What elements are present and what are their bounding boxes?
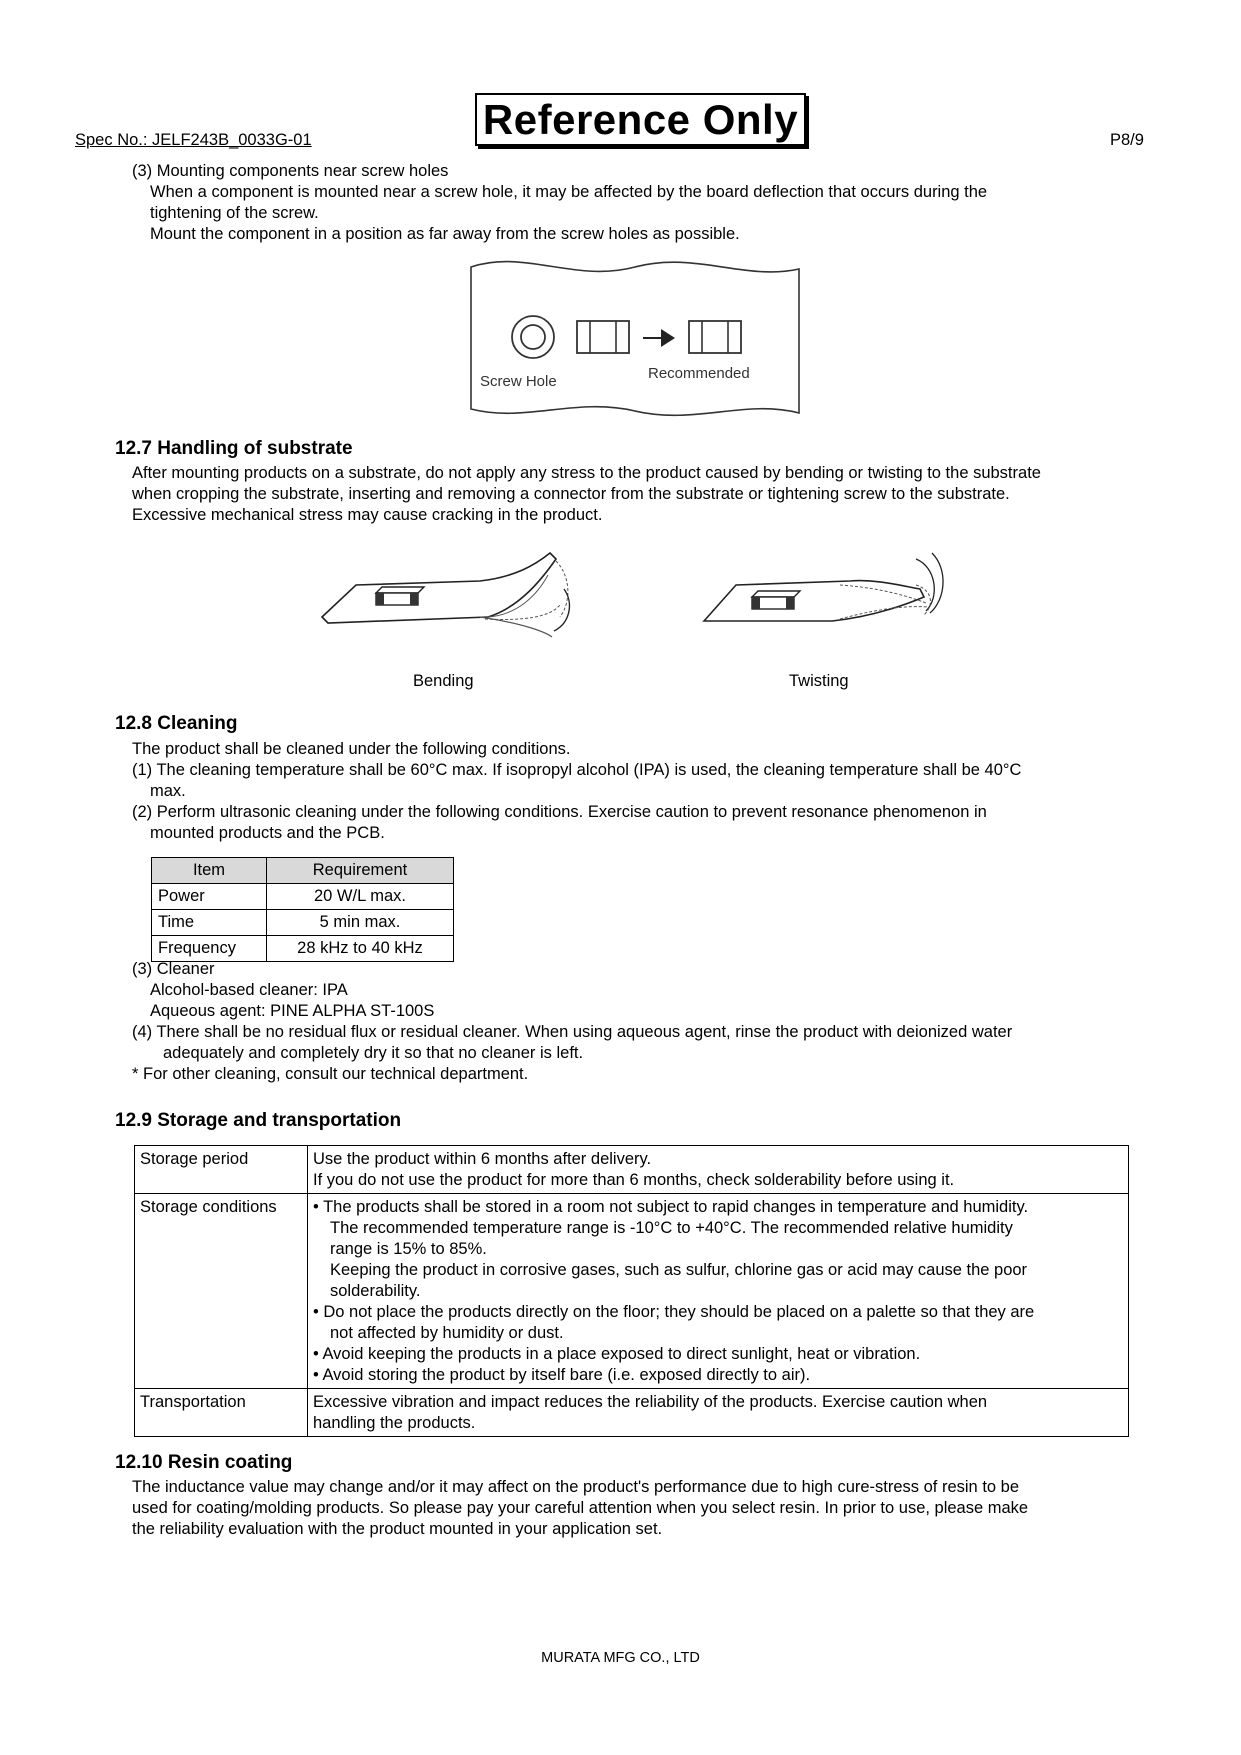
twisting-label: Twisting (789, 672, 849, 690)
cleaning-intro: The product shall be cleaned under the following conditions. (132, 740, 571, 758)
cleaning-item-2a: (2) Perform ultrasonic cleaning under the following conditions. Exercise caution to prevent resonance phenomenon in (132, 803, 987, 821)
resin-text-1: The inductance value may change and/or it may affect on the product's performance due to high cure-stress of resin to be (132, 1478, 1020, 1496)
cleaning-note: * For other cleaning, consult our technical department. (132, 1065, 529, 1083)
chip-component (376, 587, 424, 605)
cleaning-item-2b: mounted products and the PCB. (150, 824, 385, 842)
screw-hole-text-2: tightening of the screw. (150, 204, 319, 222)
storage-cond-line: Keeping the product in corrosive gases, such as sulfur, chlorine gas or acid may cause the poor (330, 1261, 1028, 1279)
storage-cond-line: • Avoid keeping the products in a place exposed to direct sunlight, heat or vibration. (313, 1345, 921, 1363)
cleaning-item-4a: (4) There shall be no residual flux or residual cleaner. When using aqueous agent, rinse the product with deionized water (132, 1023, 1013, 1041)
cleaning-item-3b: Aqueous agent: PINE ALPHA ST-100S (150, 1002, 435, 1020)
table-header-row (152, 858, 454, 884)
substrate-text-2: when cropping the substrate, inserting and removing a connector from the substrate or tightening screw to the substrate. (132, 485, 1010, 503)
recommended-label: Recommended (648, 365, 750, 382)
storage-period-text-1: Use the product within 6 months after delivery. (313, 1150, 652, 1168)
table-row (152, 884, 454, 910)
storage-cond-line: • Do not place the products directly on the floor; they should be placed on a palette so that they are (313, 1303, 1035, 1321)
storage-cond-line: not affected by humidity or dust. (330, 1324, 564, 1342)
cleaning-item-4b: adequately and completely dry it so that no cleaner is left. (163, 1044, 584, 1062)
screw-hole-text-3: Mount the component in a position as far away from the screw holes as possible. (150, 225, 740, 243)
table-row (135, 1194, 1129, 1389)
stamp-text: Reference Only (482, 96, 799, 143)
table-cell-item: Time (152, 910, 267, 936)
bending-label: Bending (413, 672, 474, 690)
substrate-text-1: After mounting products on a substrate, do not apply any stress to the product caused by bending or twisting to the substrate (132, 464, 1041, 482)
screw-hole-title: (3) Mounting components near screw holes (132, 162, 449, 180)
cleaning-item-1b: max. (150, 782, 186, 800)
ultrasonic-cleaning-table (151, 857, 454, 962)
resin-text-2: used for coating/molding products. So please pay your careful attention when you select resin. In prior to use, please make (132, 1499, 1029, 1517)
footer-company: MURATA MFG CO., LTD (541, 1650, 700, 1666)
storage-cond-line: solderability. (330, 1282, 421, 1300)
table-cell-item: Power (152, 884, 267, 910)
table-header-item: Item (152, 858, 267, 884)
twisting-figure (700, 545, 960, 645)
storage-cond-line: • The products shall be stored in a room not subject to rapid changes in temperature and humidity. (313, 1198, 1029, 1216)
transportation-text-1: Excessive vibration and impact reduces the reliability of the products. Exercise caution when (313, 1393, 988, 1411)
transportation-text-2: handling the products. (313, 1414, 476, 1432)
table-row (152, 910, 454, 936)
storage-period-label: Storage period (135, 1146, 308, 1194)
table-cell-requirement: 5 min max. (267, 910, 454, 936)
reference-only-stamp (475, 93, 806, 146)
section-heading-12-9: 12.9 Storage and transportation (115, 1110, 402, 1131)
storage-cond-line: range is 15% to 85%. (330, 1240, 487, 1258)
section-heading-12-7: 12.7 Handling of substrate (115, 438, 353, 459)
cleaning-item-3a: Alcohol-based cleaner: IPA (150, 981, 348, 999)
transportation-label: Transportation (135, 1389, 308, 1437)
storage-conditions-label: Storage conditions (135, 1194, 308, 1389)
page-number: P8/9 (1110, 131, 1144, 149)
chip-component (752, 591, 800, 609)
storage-table (134, 1145, 1129, 1437)
table-cell-item: Frequency (152, 936, 267, 962)
storage-period-text-2: If you do not use the product for more than 6 months, check solderability before using it. (313, 1171, 955, 1189)
substrate-text-3: Excessive mechanical stress may cause cracking in the product. (132, 506, 603, 524)
table-cell-requirement: 20 W/L max. (267, 884, 454, 910)
table-header-requirement: Requirement (267, 858, 454, 884)
cleaning-item-1a: (1) The cleaning temperature shall be 60°C max. If isopropyl alcohol (IPA) is used, the cleaning temperature shall be 40°C (132, 761, 1022, 779)
section-heading-12-10: 12.10 Resin coating (115, 1452, 293, 1473)
section-heading-12-8: 12.8 Cleaning (115, 713, 238, 734)
storage-cond-line: • Avoid storing the product by itself bare (i.e. exposed directly to air). (313, 1366, 811, 1384)
transportation-cell (308, 1389, 1129, 1437)
screw-hole-label: Screw Hole (480, 373, 557, 390)
table-row (135, 1146, 1129, 1194)
screw-hole-text-1: When a component is mounted near a screw hole, it may be affected by the board deflection that occurs during the (150, 183, 988, 201)
table-cell-requirement: 28 kHz to 40 kHz (267, 936, 454, 962)
resin-text-3: the reliability evaluation with the product mounted in your application set. (132, 1520, 663, 1538)
screw-hole-figure (465, 255, 805, 425)
table-row (152, 936, 454, 962)
cleaning-item-3: (3) Cleaner (132, 960, 215, 978)
storage-period-cell (308, 1146, 1129, 1194)
table-row (135, 1389, 1129, 1437)
bending-figure (320, 545, 580, 645)
storage-conditions-cell (308, 1194, 1129, 1389)
spec-number: Spec No.: JELF243B_0033G-01 (75, 131, 312, 149)
storage-cond-line: The recommended temperature range is -10°C to +40°C. The recommended relative humidity (330, 1219, 1013, 1237)
